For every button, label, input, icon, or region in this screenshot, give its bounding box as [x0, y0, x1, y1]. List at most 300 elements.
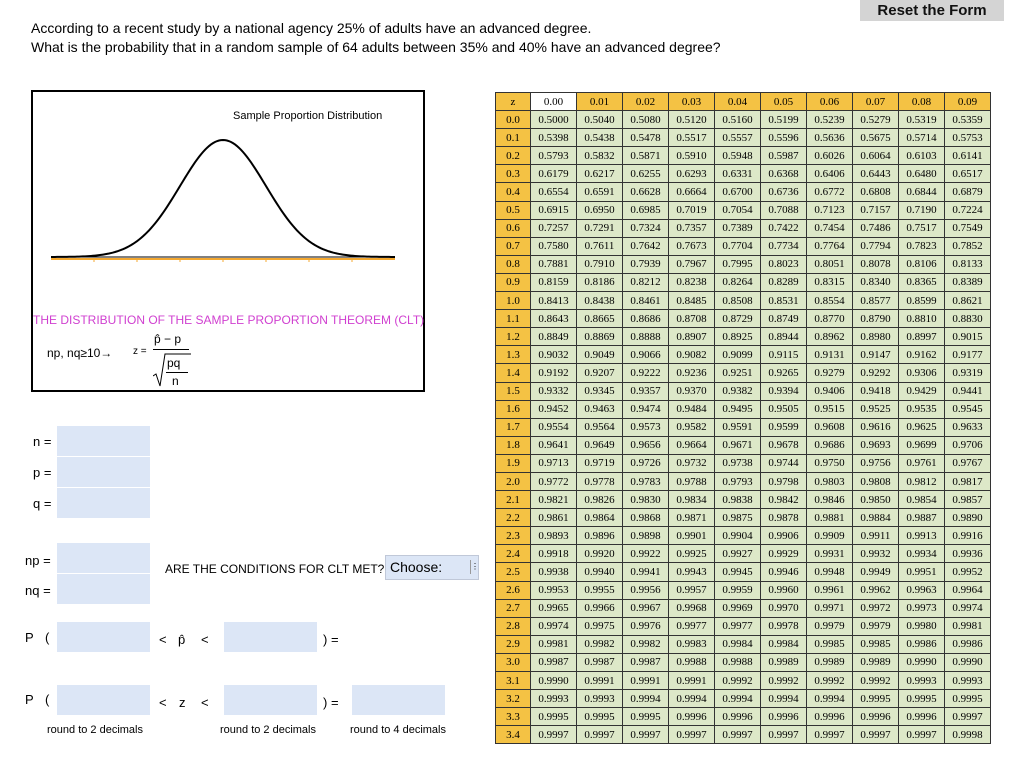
- z-table-cell: 0.9082: [669, 346, 715, 364]
- z-table: [495, 92, 991, 744]
- z-lower-input[interactable]: [57, 685, 150, 715]
- z-table-cell: 0.9474: [623, 400, 669, 418]
- z-table-cell: 0.9931: [807, 545, 853, 563]
- z-table-cell: 0.9953: [531, 581, 577, 599]
- z-table-cell: 0.9726: [623, 454, 669, 472]
- nq-label: nq =: [25, 583, 51, 598]
- z-table-row-label: 1.5: [496, 382, 531, 400]
- z-table-cell: 0.9920: [577, 545, 623, 563]
- p-input[interactable]: [57, 457, 150, 487]
- z-table-row: [496, 201, 991, 219]
- z-table-cell: 0.8485: [669, 292, 715, 310]
- z-table-cell: 0.8665: [577, 310, 623, 328]
- z-table-cell: 0.6368: [761, 165, 807, 183]
- z-table-cell: 0.9292: [853, 364, 899, 382]
- z-table-cell: 0.8365: [899, 273, 945, 291]
- z-upper-input[interactable]: [224, 685, 317, 715]
- z-table-cell: 0.9982: [623, 635, 669, 653]
- z-table-cell: 0.5948: [715, 147, 761, 165]
- z-table-cell: 0.9878: [761, 509, 807, 527]
- question-line-2: What is the probability that in a random sample of 64 adults between 35% and 40% have an advanced degree?: [31, 39, 721, 55]
- z-table-cell: 0.9591: [715, 418, 761, 436]
- z-table-cell: 0.5080: [623, 111, 669, 129]
- z-table-cell: 0.6554: [531, 183, 577, 201]
- z-table-cell: 0.6985: [623, 201, 669, 219]
- z-table-cell: 0.7422: [761, 219, 807, 237]
- z-table-cell: 0.8729: [715, 310, 761, 328]
- z-table-cell: 0.9608: [807, 418, 853, 436]
- z-table-cell: 0.9962: [853, 581, 899, 599]
- z-table-row-label: 0.7: [496, 237, 531, 255]
- z-table-cell: 0.9991: [623, 672, 669, 690]
- z-table-cell: 0.9948: [807, 563, 853, 581]
- z-table-cell: 0.8686: [623, 310, 669, 328]
- z-table-cell: 0.8461: [623, 292, 669, 310]
- z-table-row-label: 0.6: [496, 219, 531, 237]
- z-table-row: [496, 436, 991, 454]
- z-table-cell: 0.9946: [761, 563, 807, 581]
- z-table-cell: 0.9981: [531, 635, 577, 653]
- z-table-row-label: 2.9: [496, 635, 531, 653]
- z-table-cell: 0.9993: [899, 672, 945, 690]
- z-table-cell: 0.9857: [945, 491, 991, 509]
- dropdown-arrow-icon: ⋮: [470, 560, 476, 574]
- z-table-cell: 0.9812: [899, 472, 945, 490]
- clt-select-value: Choose:: [390, 559, 443, 575]
- z-table-cell: 0.9966: [577, 599, 623, 617]
- z-table-cell: 0.6064: [853, 147, 899, 165]
- z-table-col-header: 0.02: [623, 93, 669, 111]
- z-table-cell: 0.7704: [715, 237, 761, 255]
- z-table-cell: 0.8238: [669, 273, 715, 291]
- z-table-corner: z: [496, 93, 531, 111]
- z-table-col-header: 0.06: [807, 93, 853, 111]
- z-table-cell: 0.9993: [531, 690, 577, 708]
- z-table-cell: 0.8023: [761, 255, 807, 273]
- z-table-cell: 0.5636: [807, 129, 853, 147]
- z-table-cell: 0.9656: [623, 436, 669, 454]
- z-table-cell: 0.8577: [853, 292, 899, 310]
- z-table-row: [496, 364, 991, 382]
- z-table-row: [496, 418, 991, 436]
- z-table-cell: 0.9987: [577, 653, 623, 671]
- z-table-cell: 0.9996: [669, 708, 715, 726]
- z-table-row-label: 1.1: [496, 310, 531, 328]
- clt-select[interactable]: [385, 555, 479, 580]
- z-table-cell: 0.6844: [899, 183, 945, 201]
- z-table-cell: 0.9838: [715, 491, 761, 509]
- nq-input[interactable]: [57, 574, 150, 604]
- z-table-cell: 0.9817: [945, 472, 991, 490]
- prob-phat-open: (: [45, 630, 50, 645]
- z-table-row-label: 1.4: [496, 364, 531, 382]
- z-table-cell: 0.9808: [853, 472, 899, 490]
- z-table-row-label: 0.8: [496, 255, 531, 273]
- z-table-row: [496, 653, 991, 671]
- z-table-cell: 0.9938: [531, 563, 577, 581]
- z-table-cell: 0.9463: [577, 400, 623, 418]
- round-hint-1: round to 2 decimals: [47, 724, 143, 736]
- z-table-cell: 0.9772: [531, 472, 577, 490]
- z-table-cell: 0.9890: [945, 509, 991, 527]
- z-table-cell: 0.8106: [899, 255, 945, 273]
- z-table-row: [496, 111, 991, 129]
- z-table-cell: 0.9997: [853, 726, 899, 744]
- z-table-cell: 0.8944: [761, 328, 807, 346]
- z-table-cell: 0.9992: [807, 672, 853, 690]
- z-table-cell: 0.9803: [807, 472, 853, 490]
- z-table-cell: 0.5199: [761, 111, 807, 129]
- z-table-cell: 0.9991: [577, 672, 623, 690]
- z-table-cell: 0.9382: [715, 382, 761, 400]
- z-table-cell: 0.7734: [761, 237, 807, 255]
- z-table-cell: 0.8621: [945, 292, 991, 310]
- z-table-cell: 0.9927: [715, 545, 761, 563]
- z-table-cell: 0.9973: [899, 599, 945, 617]
- z-table-cell: 0.9991: [669, 672, 715, 690]
- z-table-cell: 0.8133: [945, 255, 991, 273]
- z-table-cell: 0.8869: [577, 328, 623, 346]
- z-table-cell: 0.9767: [945, 454, 991, 472]
- lt-sign-4: <: [201, 695, 209, 710]
- z-table-cell: 0.5279: [853, 111, 899, 129]
- z-table-cell: 0.7910: [577, 255, 623, 273]
- z-table-cell: 0.8315: [807, 273, 853, 291]
- z-table-row: [496, 581, 991, 599]
- z-table-cell: 0.9976: [623, 617, 669, 635]
- z-table-cell: 0.6950: [577, 201, 623, 219]
- z-table-row: [496, 147, 991, 165]
- fraction-bar: [153, 349, 189, 350]
- z-table-cell: 0.9641: [531, 436, 577, 454]
- question-line-1: According to a recent study by a national agency 25% of adults have an advanced degree.: [31, 20, 592, 36]
- z-table-row-label: 1.7: [496, 418, 531, 436]
- z-table-cell: 0.9861: [531, 509, 577, 527]
- z-table-cell: 0.9535: [899, 400, 945, 418]
- z-table-cell: 0.8849: [531, 328, 577, 346]
- z-table-cell: 0.9370: [669, 382, 715, 400]
- z-table-cell: 0.8810: [899, 310, 945, 328]
- z-table-cell: 0.9049: [577, 346, 623, 364]
- z-table-row-label: 2.3: [496, 527, 531, 545]
- z-table-cell: 0.9995: [945, 690, 991, 708]
- lt-sign-2: <: [201, 632, 209, 647]
- z-table-cell: 0.7088: [761, 201, 807, 219]
- clt-condition: np, nq≥10→: [47, 346, 113, 360]
- z-table-row-label: 3.1: [496, 672, 531, 690]
- z-table-cell: 0.9993: [577, 690, 623, 708]
- z-table-row-label: 0.9: [496, 273, 531, 291]
- z-table-cell: 0.9738: [715, 454, 761, 472]
- z-table-cell: 0.7019: [669, 201, 715, 219]
- z-table-cell: 0.9994: [623, 690, 669, 708]
- z-table-cell: 0.9162: [899, 346, 945, 364]
- z-table-row: [496, 165, 991, 183]
- probability-result-input[interactable]: [352, 685, 445, 715]
- z-table-cell: 0.5517: [669, 129, 715, 147]
- z-table-cell: 0.9871: [669, 509, 715, 527]
- z-table-cell: 0.9996: [715, 708, 761, 726]
- z-table-row-label: 1.6: [496, 400, 531, 418]
- z-table-cell: 0.9970: [761, 599, 807, 617]
- z-table-cell: 0.6331: [715, 165, 761, 183]
- z-table-cell: 0.9993: [945, 672, 991, 690]
- z-table-cell: 0.9236: [669, 364, 715, 382]
- z-table-cell: 0.9986: [945, 635, 991, 653]
- z-table-cell: 0.9505: [761, 400, 807, 418]
- z-table-cell: 0.9997: [669, 726, 715, 744]
- q-input[interactable]: [57, 488, 150, 518]
- z-table-cell: 0.5557: [715, 129, 761, 147]
- z-table-cell: 0.9996: [761, 708, 807, 726]
- phat-lower-input[interactable]: [57, 622, 150, 652]
- z-table-cell: 0.9429: [899, 382, 945, 400]
- z-table-cell: 0.9357: [623, 382, 669, 400]
- z-table-cell: 0.9545: [945, 400, 991, 418]
- z-table-cell: 0.8770: [807, 310, 853, 328]
- z-table-cell: 0.9633: [945, 418, 991, 436]
- z-table-row: [496, 219, 991, 237]
- phat-upper-input[interactable]: [224, 622, 317, 652]
- z-table-cell: 0.9032: [531, 346, 577, 364]
- lt-sign-3: <: [159, 695, 167, 710]
- z-table-cell: 0.7794: [853, 237, 899, 255]
- reset-form-button[interactable]: Reset the Form: [860, 0, 1004, 21]
- z-table-cell: 0.9319: [945, 364, 991, 382]
- z-table-cell: 0.9554: [531, 418, 577, 436]
- z-table-col-header: 0.00: [531, 93, 577, 111]
- z-table-cell: 0.7054: [715, 201, 761, 219]
- z-table-row-label: 1.8: [496, 436, 531, 454]
- z-table-cell: 0.7123: [807, 201, 853, 219]
- z-table-cell: 0.9986: [899, 635, 945, 653]
- z-table-row-label: 3.3: [496, 708, 531, 726]
- z-table-cell: 0.7939: [623, 255, 669, 273]
- z-table-cell: 0.9066: [623, 346, 669, 364]
- z-table-cell: 0.5359: [945, 111, 991, 129]
- z-table-cell: 0.9987: [531, 653, 577, 671]
- n-label: n =: [33, 434, 52, 449]
- z-table-cell: 0.9251: [715, 364, 761, 382]
- z-table-cell: 0.9515: [807, 400, 853, 418]
- z-table-cell: 0.7764: [807, 237, 853, 255]
- z-table-cell: 0.5160: [715, 111, 761, 129]
- formula-pq: pq: [167, 356, 181, 370]
- z-table-cell: 0.7454: [807, 219, 853, 237]
- z-table-cell: 0.9969: [715, 599, 761, 617]
- z-table-row: [496, 708, 991, 726]
- z-table-cell: 0.9997: [945, 708, 991, 726]
- z-table-cell: 0.8389: [945, 273, 991, 291]
- z-table-cell: 0.6700: [715, 183, 761, 201]
- z-table-col-header: 0.09: [945, 93, 991, 111]
- z-table-row-label: 1.3: [496, 346, 531, 364]
- z-table-cell: 0.8438: [577, 292, 623, 310]
- z-table-cell: 0.5120: [669, 111, 715, 129]
- z-table-cell: 0.9744: [761, 454, 807, 472]
- z-table-cell: 0.9990: [945, 653, 991, 671]
- z-table-cell: 0.9994: [669, 690, 715, 708]
- z-table-cell: 0.9906: [761, 527, 807, 545]
- z-table-cell: 0.9990: [899, 653, 945, 671]
- z-table-cell: 0.9918: [531, 545, 577, 563]
- z-table-cell: 0.5987: [761, 147, 807, 165]
- z-table-cell: 0.9996: [899, 708, 945, 726]
- z-table-cell: 0.9922: [623, 545, 669, 563]
- z-table-cell: 0.9981: [945, 617, 991, 635]
- z-table-cell: 0.9975: [577, 617, 623, 635]
- n-input[interactable]: [57, 426, 150, 456]
- z-table-row: [496, 255, 991, 273]
- z-table-cell: 0.9693: [853, 436, 899, 454]
- z-table-cell: 0.8925: [715, 328, 761, 346]
- z-table-cell: 0.6772: [807, 183, 853, 201]
- z-table-cell: 0.9699: [899, 436, 945, 454]
- z-table-cell: 0.9345: [577, 382, 623, 400]
- z-table-cell: 0.9971: [807, 599, 853, 617]
- z-table-cell: 0.8907: [669, 328, 715, 346]
- np-input[interactable]: [57, 543, 150, 573]
- z-table-cell: 0.9960: [761, 581, 807, 599]
- z-table-cell: 0.9750: [807, 454, 853, 472]
- z-table-cell: 0.9898: [623, 527, 669, 545]
- z-table-row: [496, 273, 991, 291]
- z-table-cell: 0.9985: [853, 635, 899, 653]
- z-table-row-label: 2.0: [496, 472, 531, 490]
- z-table-cell: 0.9441: [945, 382, 991, 400]
- z-table-cell: 0.6026: [807, 147, 853, 165]
- z-table-cell: 0.6915: [531, 201, 577, 219]
- z-table-cell: 0.8830: [945, 310, 991, 328]
- z-table-cell: 0.9911: [853, 527, 899, 545]
- z-table-cell: 0.6879: [945, 183, 991, 201]
- z-table-cell: 0.9664: [669, 436, 715, 454]
- z-table-row-label: 0.0: [496, 111, 531, 129]
- z-table-cell: 0.9997: [715, 726, 761, 744]
- z-table-row-label: 2.4: [496, 545, 531, 563]
- z-table-cell: 0.9992: [761, 672, 807, 690]
- z-table-cell: 0.8051: [807, 255, 853, 273]
- z-table-row: [496, 509, 991, 527]
- z-table-cell: 0.9625: [899, 418, 945, 436]
- z-table-cell: 0.9834: [669, 491, 715, 509]
- z-table-row: [496, 400, 991, 418]
- z-table-cell: 0.9997: [807, 726, 853, 744]
- z-table-cell: 0.7967: [669, 255, 715, 273]
- z-table-cell: 0.9974: [531, 617, 577, 635]
- z-table-cell: 0.8264: [715, 273, 761, 291]
- z-table-cell: 0.8159: [531, 273, 577, 291]
- z-table-cell: 0.5871: [623, 147, 669, 165]
- z-table-cell: 0.9332: [531, 382, 577, 400]
- z-table-cell: 0.8508: [715, 292, 761, 310]
- z-table-row-label: 0.3: [496, 165, 531, 183]
- z-table-cell: 0.9901: [669, 527, 715, 545]
- z-table-cell: 0.8708: [669, 310, 715, 328]
- z-table-cell: 0.5438: [577, 129, 623, 147]
- z-table-cell: 0.9965: [531, 599, 577, 617]
- z-table-cell: 0.9984: [715, 635, 761, 653]
- z-table-cell: 0.9967: [623, 599, 669, 617]
- z-table-row: [496, 599, 991, 617]
- z-table-row-label: 2.8: [496, 617, 531, 635]
- z-table-col-header: 0.05: [761, 93, 807, 111]
- z-table-cell: 0.9989: [761, 653, 807, 671]
- z-table-cell: 0.9952: [945, 563, 991, 581]
- z-table-cell: 0.9996: [853, 708, 899, 726]
- z-table-row-label: 2.2: [496, 509, 531, 527]
- z-table-cell: 0.9418: [853, 382, 899, 400]
- z-table-cell: 0.7549: [945, 219, 991, 237]
- z-table-cell: 0.7257: [531, 219, 577, 237]
- z-table-row: [496, 292, 991, 310]
- z-table-cell: 0.9719: [577, 454, 623, 472]
- z-table-row-label: 1.0: [496, 292, 531, 310]
- z-table-cell: 0.9868: [623, 509, 669, 527]
- z-table-row: [496, 635, 991, 653]
- z-table-cell: 0.7852: [945, 237, 991, 255]
- z-table-cell: 0.9821: [531, 491, 577, 509]
- z-table-cell: 0.9992: [715, 672, 761, 690]
- z-table-cell: 0.9964: [945, 581, 991, 599]
- z-table-cell: 0.9998: [945, 726, 991, 744]
- z-table-cell: 0.9884: [853, 509, 899, 527]
- z-table-cell: 0.5910: [669, 147, 715, 165]
- z-table-cell: 0.6179: [531, 165, 577, 183]
- z-table-col-header: 0.01: [577, 93, 623, 111]
- z-table-row: [496, 545, 991, 563]
- z-table-cell: 0.9951: [899, 563, 945, 581]
- z-table-cell: 0.9192: [531, 364, 577, 382]
- z-table-cell: 0.7995: [715, 255, 761, 273]
- z-table-cell: 0.9997: [577, 726, 623, 744]
- z-table-cell: 0.9990: [531, 672, 577, 690]
- z-table-cell: 0.9989: [853, 653, 899, 671]
- z-table-cell: 0.9929: [761, 545, 807, 563]
- z-table-row: [496, 690, 991, 708]
- z-table-cell: 0.9131: [807, 346, 853, 364]
- z-table-cell: 0.9997: [531, 726, 577, 744]
- z-table-cell: 0.9649: [577, 436, 623, 454]
- z-table-row-label: 1.2: [496, 328, 531, 346]
- np-label: np =: [25, 553, 51, 568]
- z-table-cell: 0.7611: [577, 237, 623, 255]
- round-hint-3: round to 4 decimals: [350, 724, 446, 736]
- z-table-cell: 0.9968: [669, 599, 715, 617]
- z-table-cell: 0.9943: [669, 563, 715, 581]
- z-table-cell: 0.9525: [853, 400, 899, 418]
- z-table-cell: 0.7642: [623, 237, 669, 255]
- z-table-cell: 0.9222: [623, 364, 669, 382]
- z-table-cell: 0.9936: [945, 545, 991, 563]
- z-table-cell: 0.9686: [807, 436, 853, 454]
- z-table-cell: 0.9977: [669, 617, 715, 635]
- z-table-row: [496, 237, 991, 255]
- z-table-cell: 0.8531: [761, 292, 807, 310]
- z-table-cell: 0.9864: [577, 509, 623, 527]
- z-table-cell: 0.9949: [853, 563, 899, 581]
- z-table-cell: 0.9977: [715, 617, 761, 635]
- z-table-cell: 0.9783: [623, 472, 669, 490]
- z-table-row: [496, 346, 991, 364]
- z-table-col-header: 0.08: [899, 93, 945, 111]
- z-table-cell: 0.9896: [577, 527, 623, 545]
- z-table-col-header: 0.03: [669, 93, 715, 111]
- z-table-cell: 0.9957: [669, 581, 715, 599]
- z-table-cell: 0.6141: [945, 147, 991, 165]
- z-table-cell: 0.9842: [761, 491, 807, 509]
- z-table-cell: 0.9982: [577, 635, 623, 653]
